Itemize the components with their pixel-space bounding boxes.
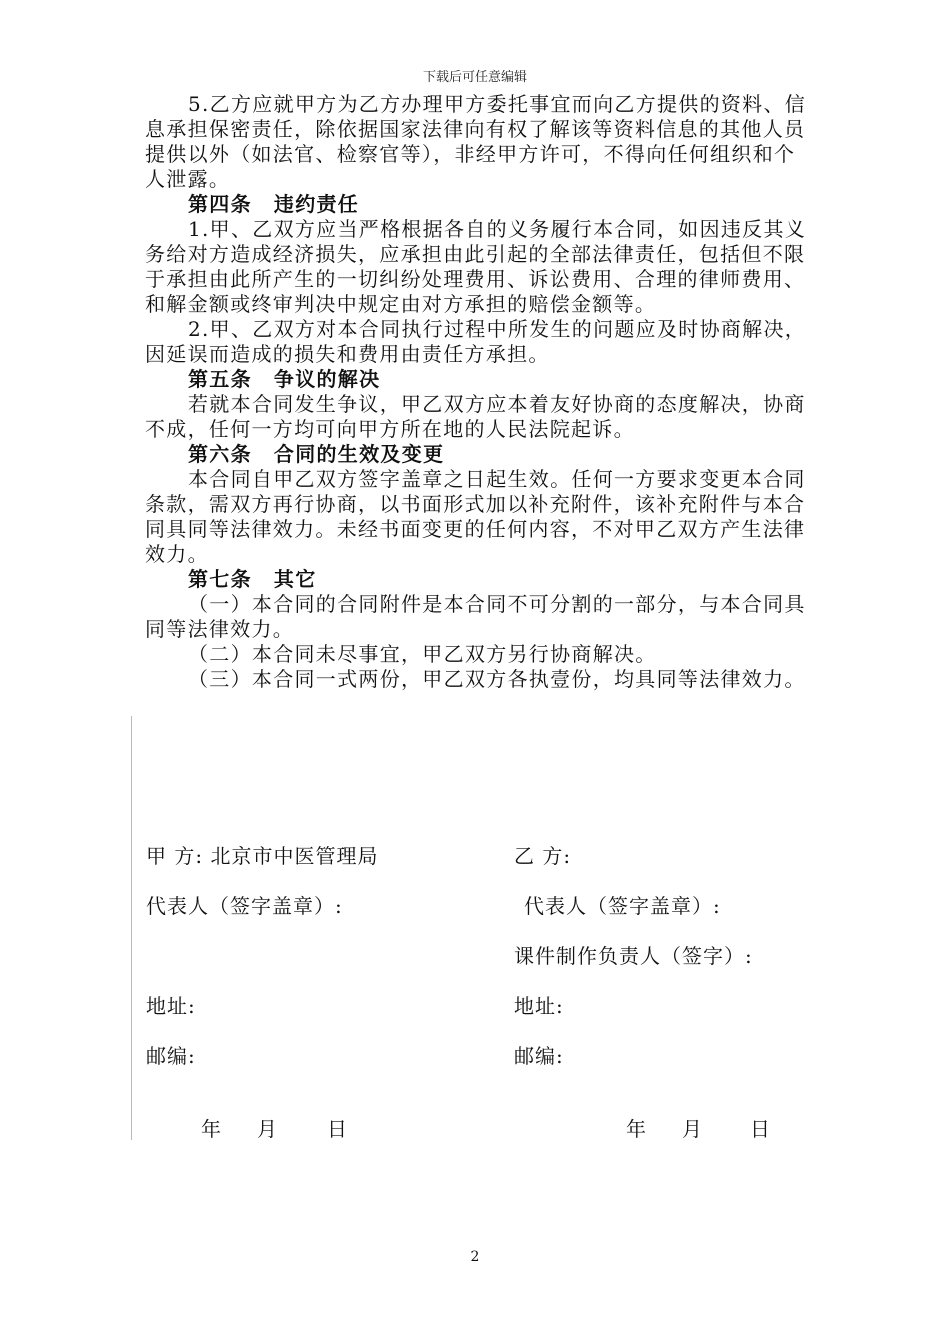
article-heading [145, 567, 810, 592]
date-month: 月 [682, 1117, 703, 1141]
party-b-label: 乙 方: [514, 844, 572, 868]
article-number: 第七条 [188, 567, 252, 591]
article-number: 第四条 [188, 192, 252, 216]
party-b-postcode: 邮编: [514, 1044, 564, 1068]
clause-paragraph: 本合同自甲乙双方签字盖章之日起生效。任何一方要求变更本合同条款，需双方再行协商，以书面形式加以补充附件，该补充附件与本合同具同等法律效力。未经书面变更的任何内容，不对甲乙双方产生法律效力。 [145, 467, 806, 566]
party-b-date [626, 1113, 771, 1142]
date-month: 月 [257, 1117, 278, 1141]
party-a-postcode: 邮编: [146, 1044, 196, 1068]
article-title: 其它 [273, 567, 317, 591]
party-a-representative: 代表人（签字盖章）: [146, 894, 343, 918]
clause-paragraph: （三）本合同一式两份，甲乙双方各执壹份，均具同等法律效力。 [188, 667, 806, 691]
article-title: 合同的生效及变更 [273, 442, 445, 466]
clause-paragraph: 若就本合同发生争议，甲乙双方应本着友好协商的态度解决，协商不成，任何一方均可向甲方所在地的人民法院起诉。 [145, 392, 806, 441]
article-heading [145, 192, 810, 217]
date-year: 年 [626, 1117, 647, 1141]
page-header: 下载后可任意编辑 [422, 70, 527, 85]
date-day: 日 [327, 1117, 348, 1141]
article-title: 争议的解决 [273, 367, 381, 391]
clause-paragraph: 5.乙方应就甲方为乙方办理甲方委托事宜而向乙方提供的资料、信息承担保密责任，除依据国家法律向有权了解该等资料信息的其他人员提供以外（如法官、检察官等），非经甲方许可，不得向任何组织和个人泄露。 [145, 92, 807, 191]
contract-body [145, 92, 810, 692]
date-year: 年 [201, 1117, 222, 1141]
clause-paragraph: （二）本合同未尽事宜，甲乙双方另行协商解决。 [188, 642, 657, 666]
party-a-address: 地址: [146, 994, 196, 1018]
article-heading [145, 367, 810, 392]
clause-paragraph: 2.甲、乙双方对本合同执行过程中所发生的问题应及时协商解决，因延误而造成的损失和费用由责任方承担。 [145, 317, 807, 366]
courseware-lead-signature: 课件制作负责人（签字）: [514, 944, 753, 968]
article-number: 第五条 [188, 367, 252, 391]
party-b-representative: 代表人（签字盖章）: [524, 894, 721, 918]
article-heading [145, 442, 810, 467]
clause-paragraph: （一）本合同的合同附件是本合同不可分割的一部分，与本合同具同等法律效力。 [145, 592, 806, 641]
page-number: 2 [470, 1249, 480, 1265]
party-a-name: 北京市中医管理局 [210, 844, 379, 868]
party-a-date [201, 1113, 348, 1142]
margin-line [131, 716, 132, 1140]
clause-paragraph: 1.甲、乙双方应当严格根据各自的义务履行本合同，如因违反其义务给对方造成经济损失，应承担由此引起的全部法律责任，包括但不限于承担由此所产生的一切纠纷处理费用、诉讼费用、合理的律师费用、和解金额或终审判决中规定由对方承担的赔偿金额等。 [145, 217, 807, 316]
date-day: 日 [750, 1117, 771, 1141]
party-a-line [146, 840, 378, 869]
party-b-address: 地址: [514, 994, 564, 1018]
article-number: 第六条 [188, 442, 252, 466]
party-a-label: 甲 方: [146, 844, 204, 868]
article-title: 违约责任 [273, 192, 360, 216]
